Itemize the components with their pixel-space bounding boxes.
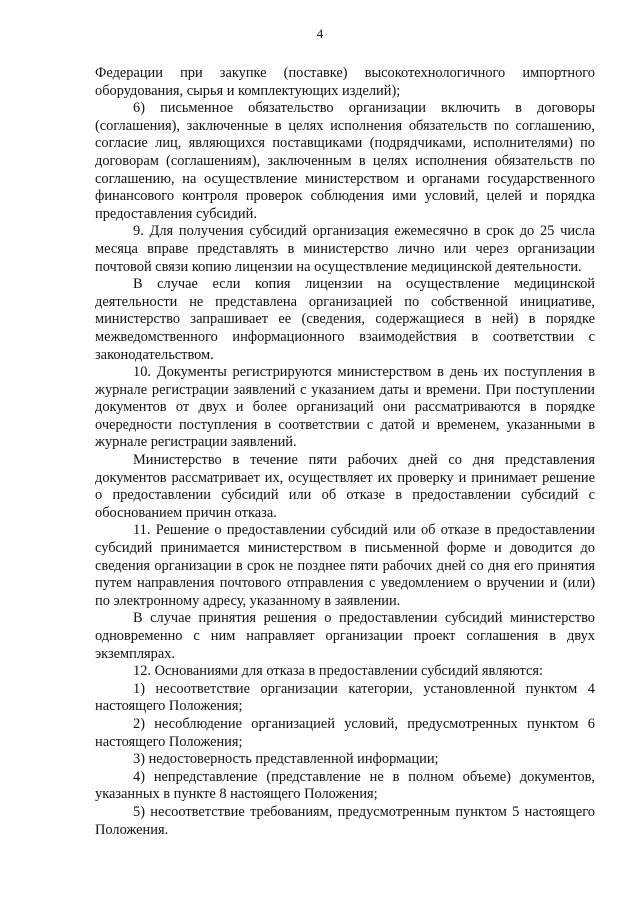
list-item: 1) несоответствие организации категории, установленной пунктом 4 настоящего Положения; (95, 680, 595, 715)
document-body (95, 65, 595, 839)
list-item: 3) недостоверность представленной информации; (133, 751, 439, 768)
paragraph: В случае если копия лицензии на осуществление медицинской деятельности не представлена организацией по собственной инициативе, министерство запрашивает ее (сведения, содержащиеся в ней) в порядке межведомственного информационного взаимодействия в соответствии с законодательством. (95, 276, 595, 363)
paragraph: 12. Основаниями для отказа в предоставлении субсидий являются: (133, 663, 543, 680)
list-item: 4) непредставление (представление не в полном объеме) документов, указанных в пункте 8 настоящего Положения; (95, 768, 595, 803)
list-item: 5) несоответствие требованиям, предусмотренным пунктом 5 настоящего Положения. (95, 803, 595, 838)
paragraph: 6) письменное обязательство организации включить в договоры (соглашения), заключенные в целях исполнения обязательств по соглашению, согласие лиц, являющихся поставщиками (подрядчиками, исполнителями) по договорам (соглашениям), заключенным в целях исполнения обязательств по соглашению, на осуществление министерством и органами государственного финансового контроля проверок соблюдения ими условий, целей и порядка предоставления субсидий. (95, 100, 595, 222)
paragraph: Министерство в течение пяти рабочих дней со дня представления документов рассматривает их, осуществляет их проверку и принимает решение о предоставлении субсидий или об отказе в предоставлении субсидий с обоснованием причин отказа. (95, 452, 595, 521)
paragraph: В случае принятия решения о предоставлении субсидий министерство одновременно с ним направляет организации проект соглашения в двух экземплярах. (95, 610, 595, 662)
paragraph: 11. Решение о предоставлении субсидий или об отказе в предоставлении субсидий принимается министерством в письменной форме и доводится до сведения организации в срок не позднее пяти рабочих дней со дня его принятия путем направления почтового отправления с уведомлением о вручении и (или) по электронному адресу, указанному в заявлении. (95, 522, 595, 609)
paragraph: 10. Документы регистрируются министерством в день их поступления в журнале регистрации заявлений с указанием даты и времени. При поступлении документов от двух и более организаций они рассматриваются в порядке очередности поступления в соответствии с датой и временем, указанными в журнале регистрации заявлений. (95, 364, 595, 451)
paragraph: 9. Для получения субсидий организация ежемесячно в срок до 25 числа месяца вправе представлять в министерство лично или через организации почтовой связи копию лицензии на осуществление медицинской деятельности. (95, 223, 595, 275)
paragraph: Федерации при закупке (поставке) высокотехнологичного импортного оборудования, сырья и комплектующих изделий); (95, 65, 595, 99)
page-number: 4 (316, 26, 324, 41)
list-item: 2) несоблюдение организацией условий, предусмотренных пунктом 6 настоящего Положения; (95, 715, 595, 750)
